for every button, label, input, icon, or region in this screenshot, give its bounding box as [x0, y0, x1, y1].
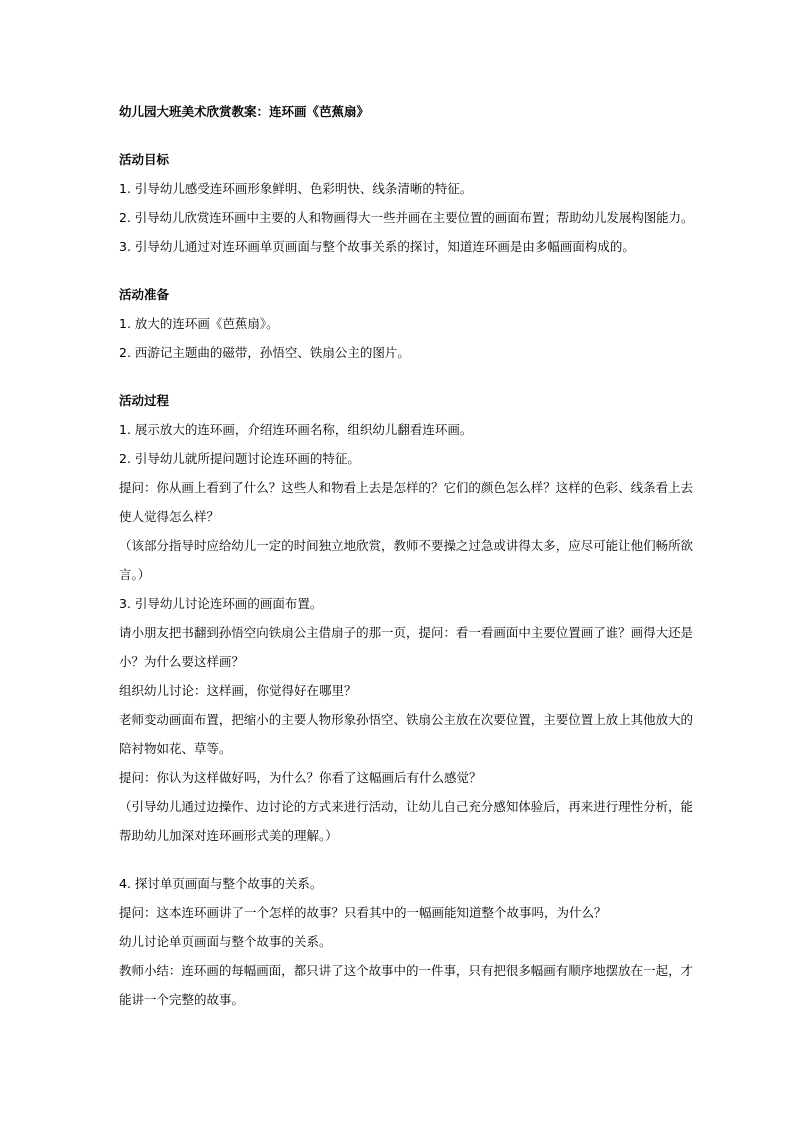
process-line: 幼儿讨论单页画面与整个故事的关系。 [119, 934, 332, 949]
process-line: 3. 引导幼儿讨论连环画的画面布置。 [119, 596, 323, 611]
process-line: 教师小结：连环画的每幅画面，都只讲了这个故事中的一件事，只有把很多幅画有顺序地摆放在一起，才 [119, 963, 694, 978]
process-line: 帮助幼儿加深对连环画形式美的理解。） [119, 828, 338, 843]
document-title: 幼儿园大班美术欣赏教案：连环画《芭蕉扇》 [119, 104, 370, 119]
goal-item-2: 2. 引导幼儿欣赏连环画中主要的人和物画得大一些并画在主要位置的画面布置；帮助幼儿发展构图能力。 [119, 210, 694, 225]
process-line: 1. 展示放大的连环画，介绍连环画名称，组织幼儿翻看连环画。 [119, 422, 473, 437]
process-line: 提问：你认为这样做好吗，为什么？你看了这幅画后有什么感觉？ [119, 770, 482, 785]
process-line: 言。） [119, 567, 151, 582]
section-heading-process: 活动过程 [119, 393, 170, 408]
process-line: 提问：你从画上看到了什么？这些人和物看上去是怎样的？它们的颜色怎么样？这样的色彩、线条看上去 [119, 480, 694, 495]
process-line: 请小朋友把书翻到孙悟空向铁扇公主借扇子的那一页，提问：看一看画面中主要位置画了谁？画得大还是 [119, 625, 694, 640]
process-line: 组织幼儿讨论：这样画，你觉得好在哪里？ [119, 683, 357, 698]
prep-item-1: 1. 放大的连环画《芭蕉扇》。 [119, 316, 279, 331]
process-line: 4. 探讨单页画面与整个故事的关系。 [119, 876, 323, 891]
process-line: 使人觉得怎么样？ [119, 509, 220, 524]
process-line: 陪衬物如花、草等。 [119, 741, 232, 756]
prep-item-2: 2. 西游记主题曲的磁带，孙悟空、铁扇公主的图片。 [119, 345, 410, 360]
section-heading-prep: 活动准备 [119, 287, 170, 302]
process-line: 2. 引导幼儿就所提问题讨论连环画的特征。 [119, 451, 360, 466]
process-line: 能讲一个完整的故事。 [119, 992, 245, 1007]
goal-item-3: 3. 引导幼儿通过对连环画单页画面与整个故事关系的探讨，知道连环画是由多幅画面构成的。 [119, 239, 635, 254]
process-line: （该部分指导时应给幼儿一定的时间独立地欣赏，教师不要操之过急或讲得太多，应尽可能让他们畅所欲 [119, 538, 694, 553]
process-line: 小？为什么要这样画？ [119, 654, 245, 669]
process-line: 老师变动画面布置，把缩小的主要人物形象孙悟空、铁扇公主放在次要位置，主要位置上放上其他放大的 [119, 712, 694, 727]
section-heading-goals: 活动目标 [119, 152, 170, 167]
goal-item-1: 1. 引导幼儿感受连环画形象鲜明、色彩明快、线条清晰的特征。 [119, 181, 473, 196]
process-line: 提问：这本连环画讲了一个怎样的故事？只看其中的一幅画能知道整个故事吗，为什么？ [119, 905, 607, 920]
process-line: （引导幼儿通过边操作、边讨论的方式来进行活动，让幼儿自己充分感知体验后，再来进行理性分析，能 [119, 799, 694, 814]
